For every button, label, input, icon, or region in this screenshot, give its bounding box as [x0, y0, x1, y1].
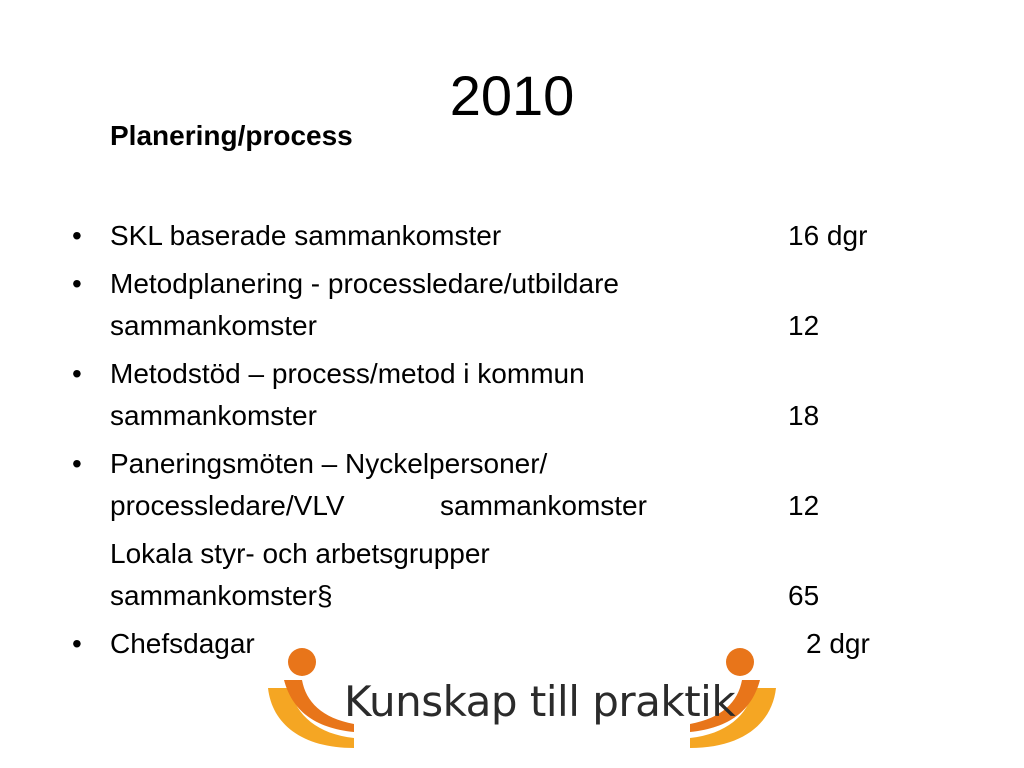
item-value: 16 dgr [788, 220, 868, 251]
slide-title: 2010 [449, 64, 575, 127]
item-value: 18 [788, 400, 820, 431]
item-value: 2 dgr [806, 628, 870, 659]
bullet: • [72, 220, 82, 251]
item-text: Paneringsmöten – Nyckelpersoner/ [110, 448, 548, 479]
bullet: • [72, 448, 82, 479]
bullet: • [72, 628, 82, 659]
item-text-continued: sammankomster [440, 490, 647, 521]
bullet: • [72, 268, 82, 299]
logo-text: Kunskap till praktik [344, 677, 736, 726]
item-value: 12 [788, 490, 820, 521]
item-text-continued: sammankomster [110, 310, 317, 341]
item-text: Chefsdagar [110, 628, 255, 659]
subheading: Planering/process [110, 120, 353, 151]
item-value: 65 [788, 580, 820, 611]
item-text: Lokala styr- och arbetsgrupper [110, 538, 490, 569]
item-text: SKL baserade sammankomster [110, 220, 502, 251]
logo [262, 644, 782, 756]
bullet: • [72, 358, 82, 389]
item-text-continued: sammankomster§ [110, 580, 333, 611]
item-value: 12 [788, 310, 820, 341]
item-text-continued: processledare/VLV [110, 490, 345, 521]
item-text-continued: sammankomster [110, 400, 317, 431]
item-text: Metodstöd – process/metod i kommun [110, 358, 585, 389]
item-text: Metodplanering - processledare/utbildare [110, 268, 619, 299]
